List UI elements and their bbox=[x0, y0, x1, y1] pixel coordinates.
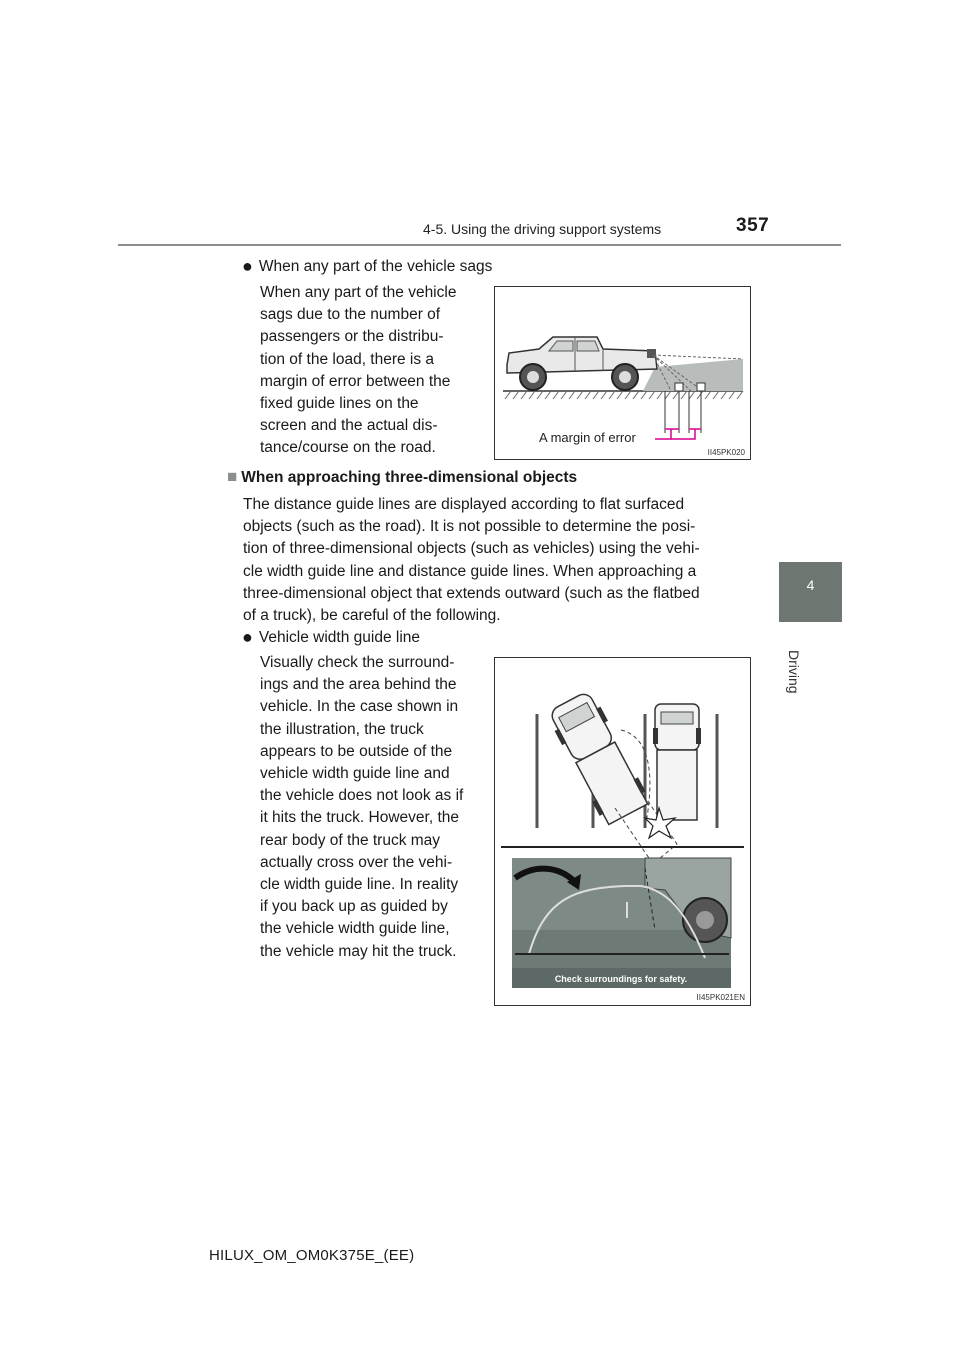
bullet-dot-icon: ● bbox=[242, 256, 253, 276]
section-title: 4-5. Using the driving support systems bbox=[423, 221, 662, 237]
bullet-dot-icon: ● bbox=[242, 627, 253, 647]
chapter-number: 4 bbox=[806, 577, 815, 593]
document-id: HILUX_OM_OM0K375E_(EE) bbox=[209, 1247, 415, 1264]
figure-code: II45PK020 bbox=[707, 448, 745, 457]
sag-paragraph: When any part of the vehicle sags due to the number of passengers or the distribu- tion of the load, there is a margin of error between the fixed guide lines on the screen and the actual dis- tance/course on the road. bbox=[260, 284, 457, 457]
square-bullet-icon: ■ bbox=[227, 467, 238, 486]
header-rule bbox=[118, 244, 841, 246]
margin-of-error-callout: A margin of error bbox=[539, 430, 636, 445]
figure-code: II45PK021EN bbox=[696, 993, 745, 1002]
figure-width-guide bbox=[494, 657, 751, 1006]
page-number: 357 bbox=[736, 215, 770, 236]
bullet-sag: ● When any part of the vehicle sags bbox=[242, 256, 493, 276]
chapter-label: Driving bbox=[786, 650, 802, 694]
sagging-vehicle-illustration bbox=[495, 287, 750, 459]
parking-truck-illustration bbox=[495, 658, 750, 1005]
screen-safety-message: Check surroundings for safety. bbox=[554, 974, 688, 984]
bullet-width: ● Vehicle width guide line bbox=[242, 627, 421, 647]
three-d-paragraph: The distance guide lines are displayed according to flat surfaced objects (such as the road). It is not possible to determine the posi- tion of three-dimensional objects (such as vehicles) using the vehi- cle width guide line and distance guide lines. When approaching a three-dimensional object that extends outward (such as the flatbed of a truck), be careful of the following. bbox=[243, 496, 700, 625]
figure-sag bbox=[494, 286, 751, 460]
section-heading-3d: ■ When approaching three-dimensional objects bbox=[227, 467, 578, 486]
width-paragraph: Visually check the surround- ings and the area behind the vehicle. In the case shown in the illustration, the truck appears to be outside of the vehicle width guide line and the vehicle does not look as if it hits the truck. However, the rear body of the truck may actually cross over the vehi- cle width guide line. In reality if you back up as guided by the vehicle width guide line, the vehicle may hit the truck. bbox=[260, 654, 464, 960]
